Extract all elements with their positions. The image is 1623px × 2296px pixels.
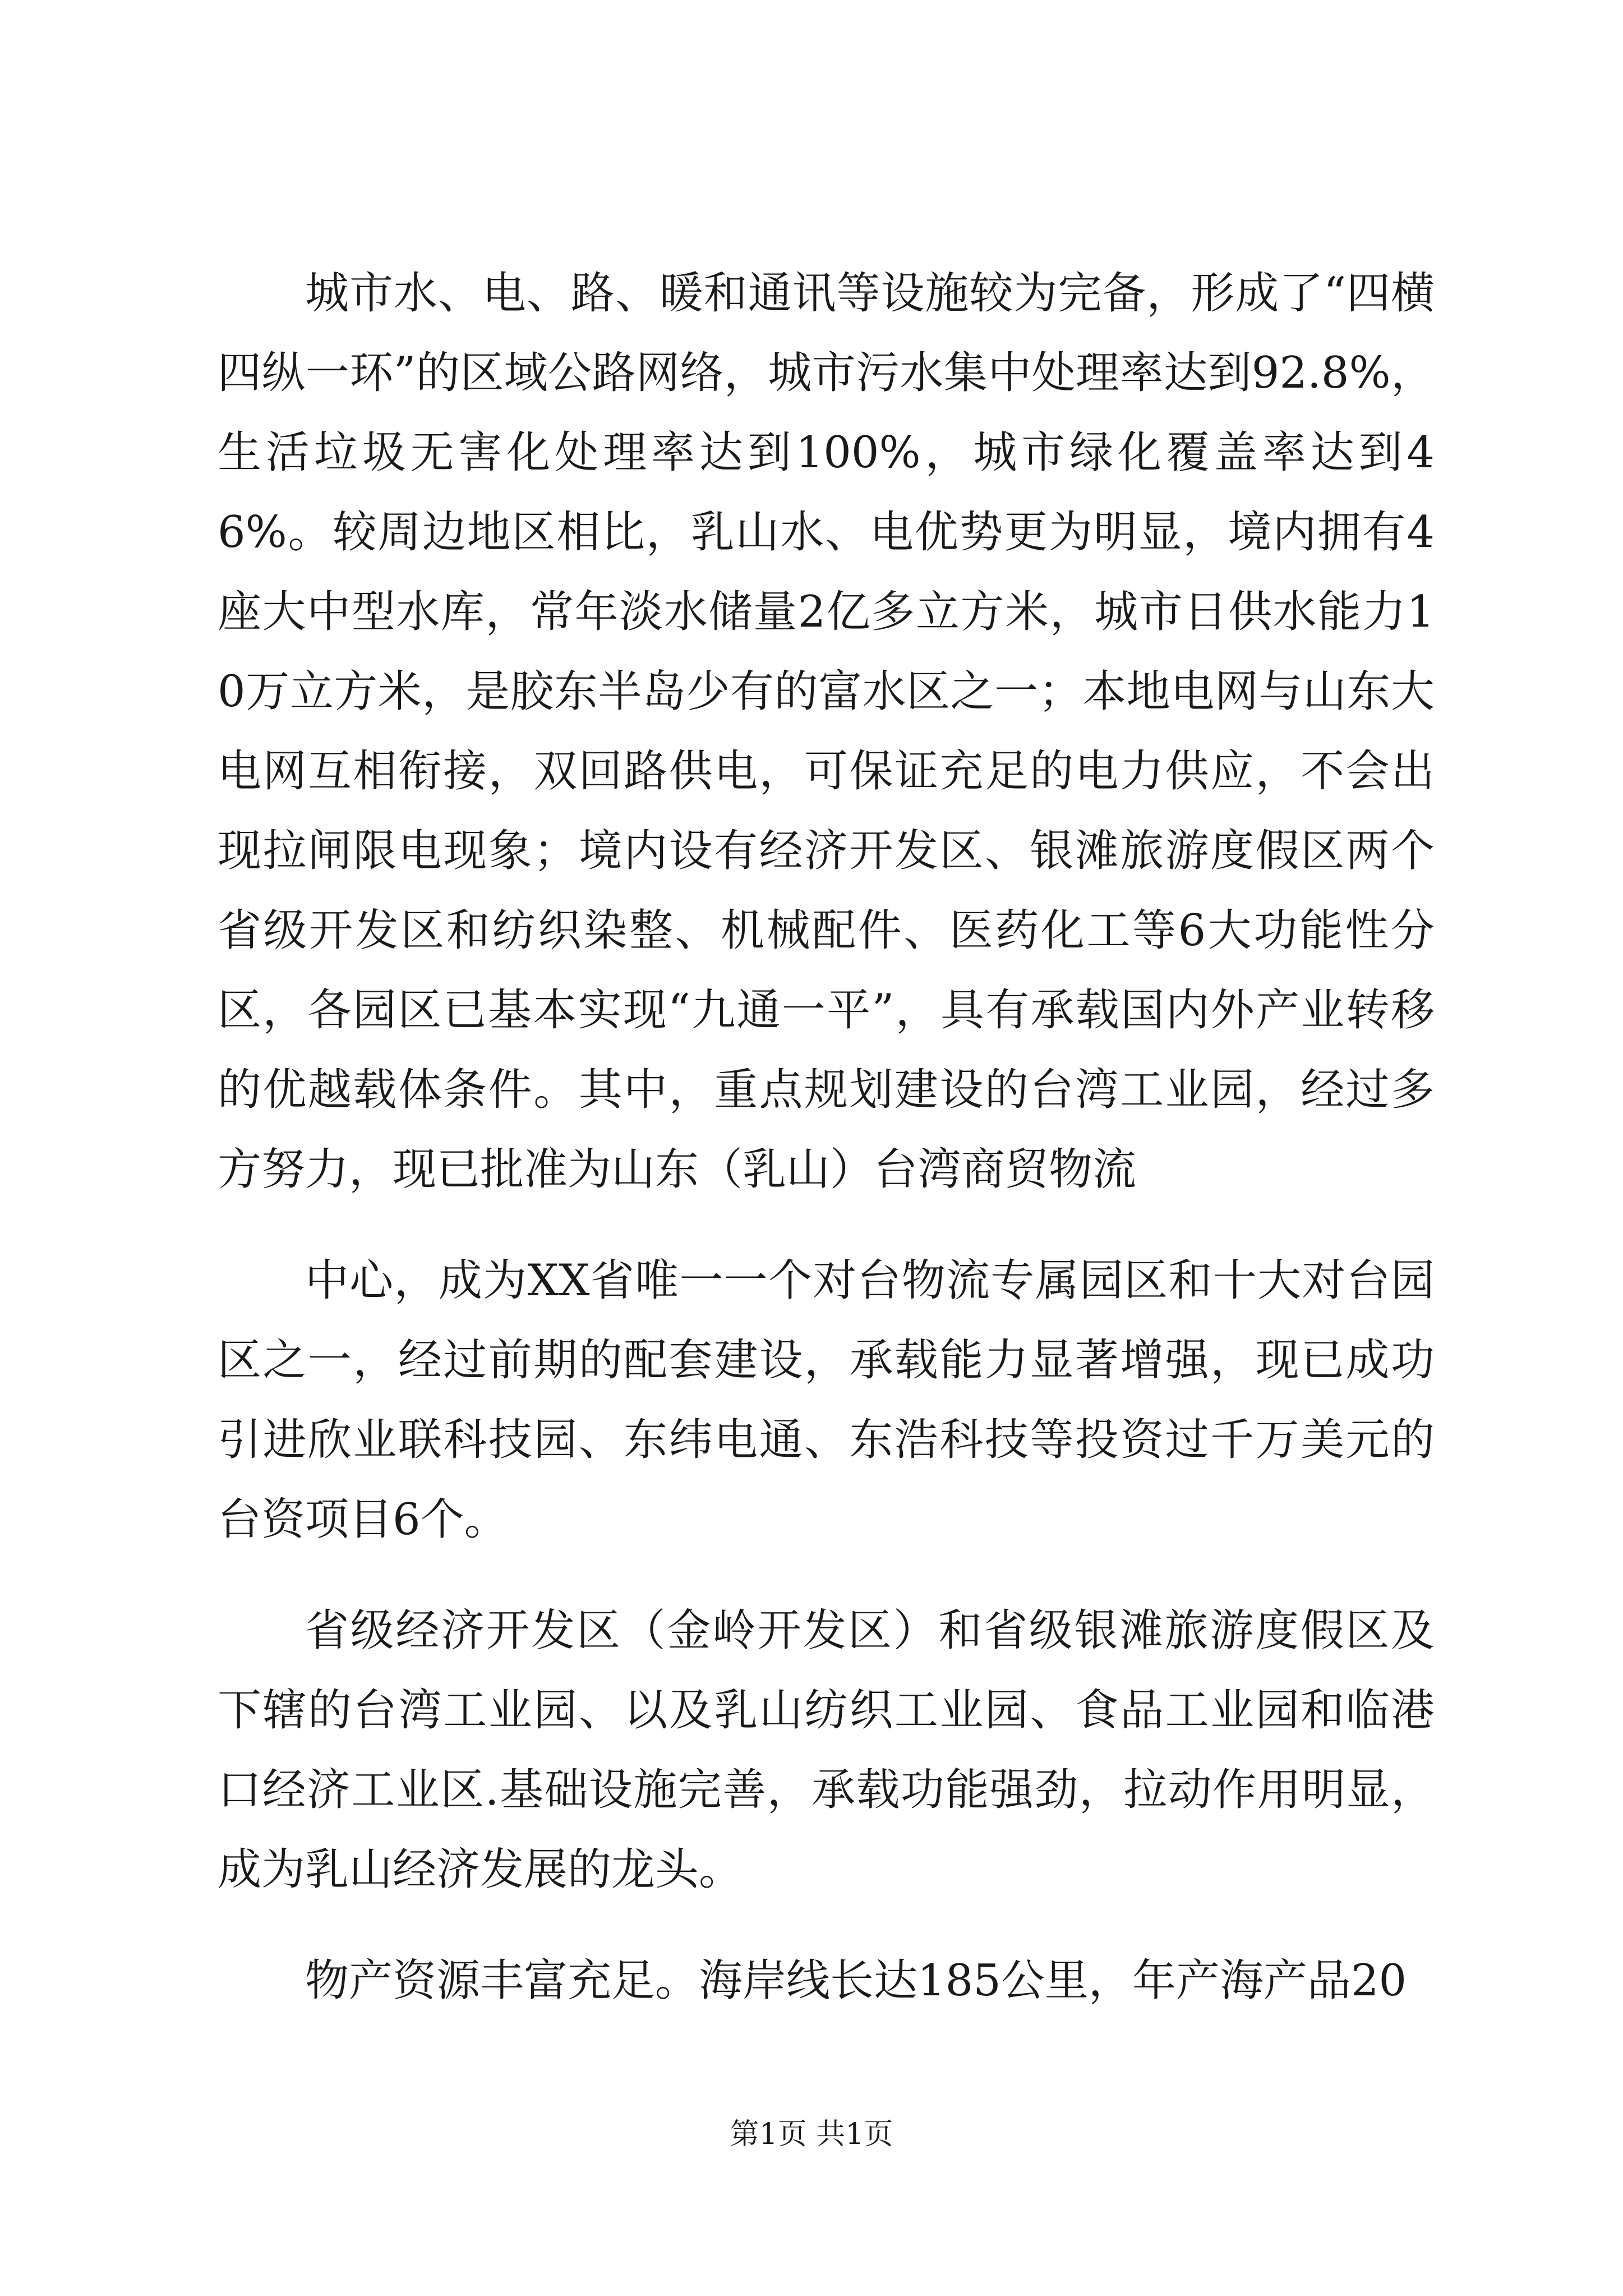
paragraph-logistics-center: 中心，成为XX省唯一一个对台物流专属园区和十大对台园区之一，经过前期的配套建设，承载能力显著增强，现已成功引进欣业联科技园、东纬电通、东浩科技等投资过千万美元的台资项目6个。	[218, 1255, 1435, 1545]
paragraph-infrastructure: 城市水、电、路、暖和通讯等设施较为完备，形成了“四横四纵一环”的区域公路网络，城市污水集中处理率达到92.8%，生活垃圾无害化处理率达到100%，城市绿化覆盖率达到46%。较周边地区相比，乳山水、电优势更为明显，境内拥有4座大中型水库，常年淡水储量2亿多立方米，城市日供水能力10万立方米，是胶东半岛少有的富水区之一；本地电网与山东大电网互相衔接，双回路供电，可保证充足的电力供应，不会出现拉闸限电现象；境内设有经济开发区、银滩旅游度假区两个省级开发区和纺织染整、机械配件、医药化工等6大功能性分区，各园区已基本实现“九通一平”，具有承载国内外产业转移的优越载体条件。其中，重点规划建设的台湾工业园，经过多方努力，现已批准为山东（乳山）台湾商贸物流	[218, 268, 1435, 1195]
paragraph-development-zones: 省级经济开发区（金岭开发区）和省级银滩旅游度假区及下辖的台湾工业园、以及乳山纺织工业园、食品工业园和临港口经济工业区.基础设施完善，承载功能强劲，拉动作用明显，成为乳山经济发展的龙头。	[218, 1605, 1435, 1895]
document-body	[218, 254, 1435, 2021]
paragraph-resources: 物产资源丰富充足。海岸线长达185公里，年产海产品20	[305, 1955, 1407, 2006]
page-number-footer: 第1页 共1页	[730, 2118, 893, 2151]
